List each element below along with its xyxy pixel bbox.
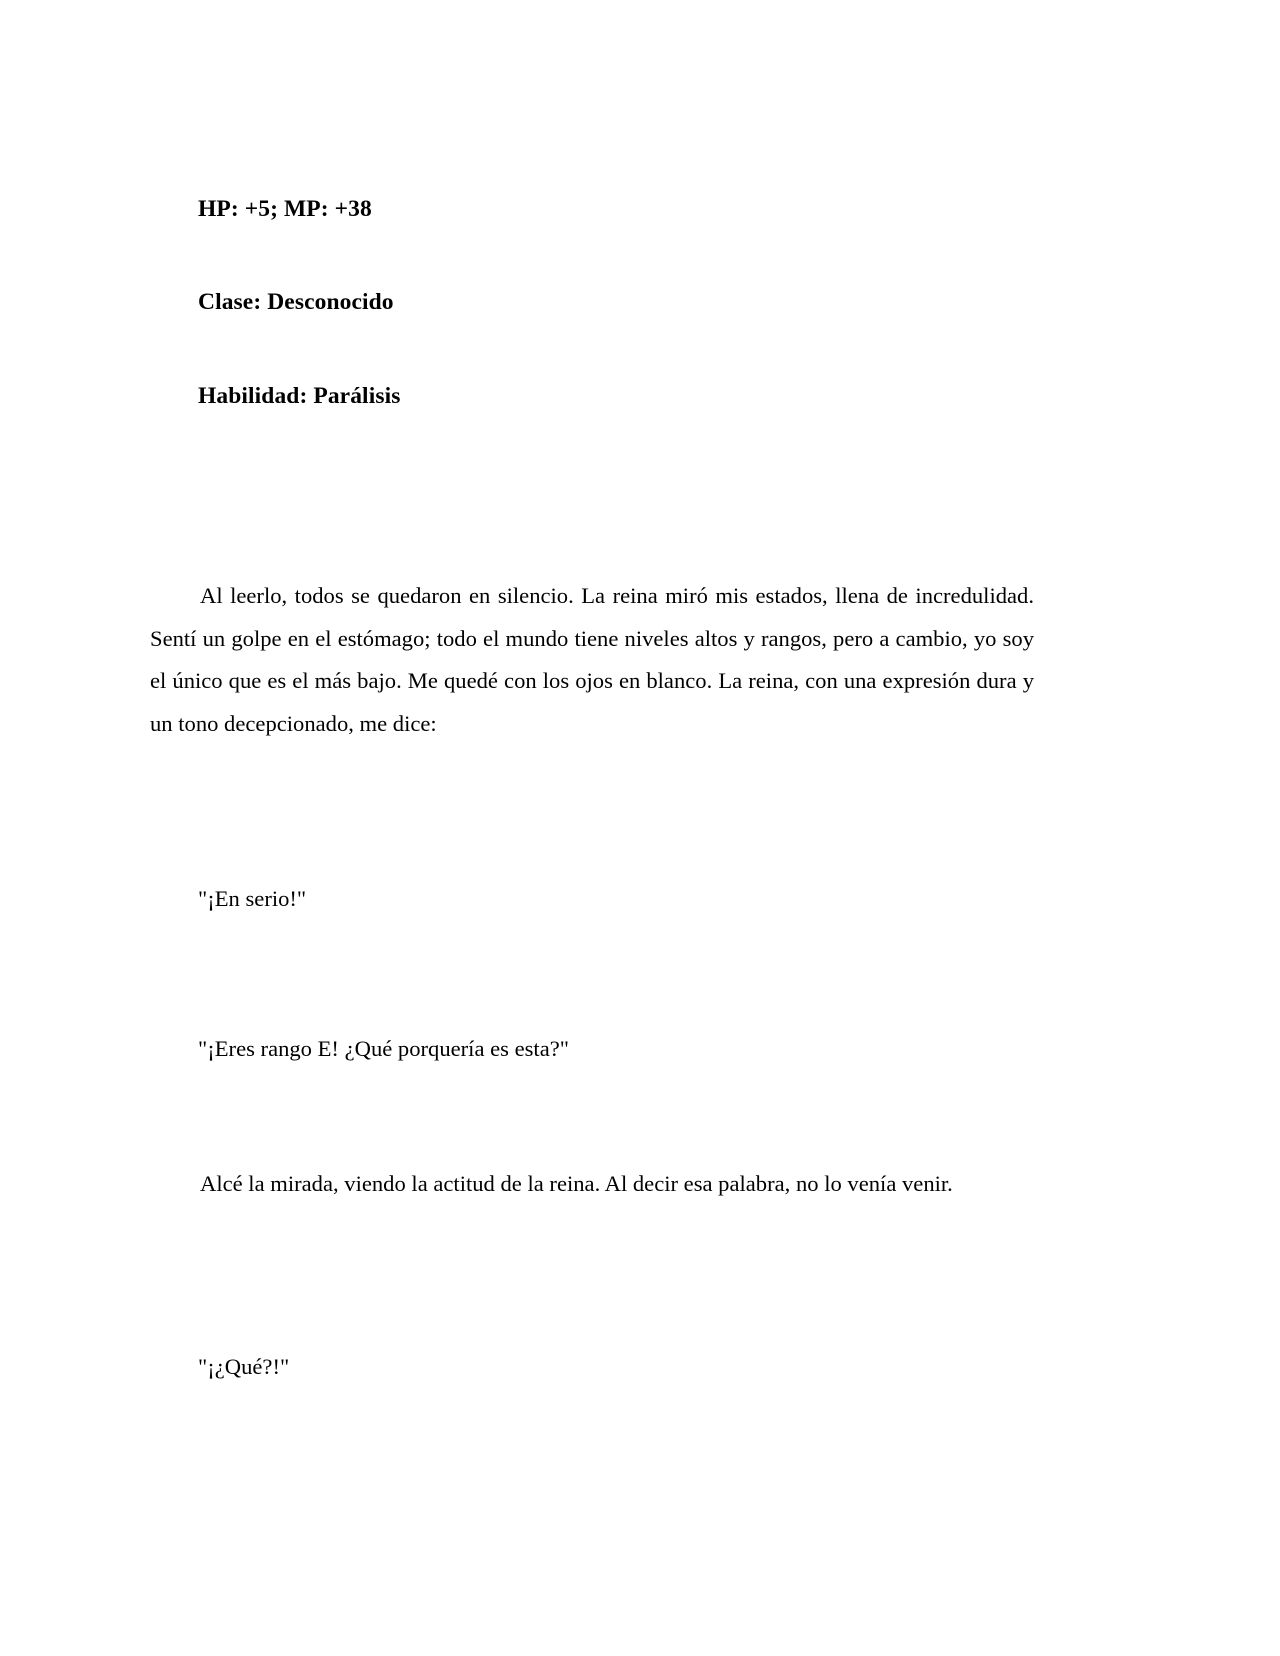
dialogue-line-one: "¡En serio!" [198,886,307,911]
paragraph-alce: Alcé la mirada, viendo la actitud de la reina. Al decir esa palabra, no lo venía venir. [200,1171,953,1196]
dialogue-line-two: "¡Eres rango E! ¿Qué porquería es esta?" [198,1036,569,1061]
stat-line-hp-mp: HP: +5; MP: +38 [198,196,372,222]
dialogue-line-three: "¡¿Qué?!" [198,1354,290,1379]
stat-line-habilidad: Habilidad: Parálisis [198,383,401,409]
stat-line-clase: Clase: Desconocido [198,289,394,315]
paragraph-main: Al leerlo, todos se quedaron en silencio. La reina miró mis estados, llena de incredulidad. Sentí un golpe en el estómago; todo el mundo tiene niveles altos y rangos, pero a cambio, yo soy el único que es el más bajo. Me quedé con los ojos en blanco. La reina, con una expresión dura y un tono decepcionado, me dice: [150,583,1034,736]
